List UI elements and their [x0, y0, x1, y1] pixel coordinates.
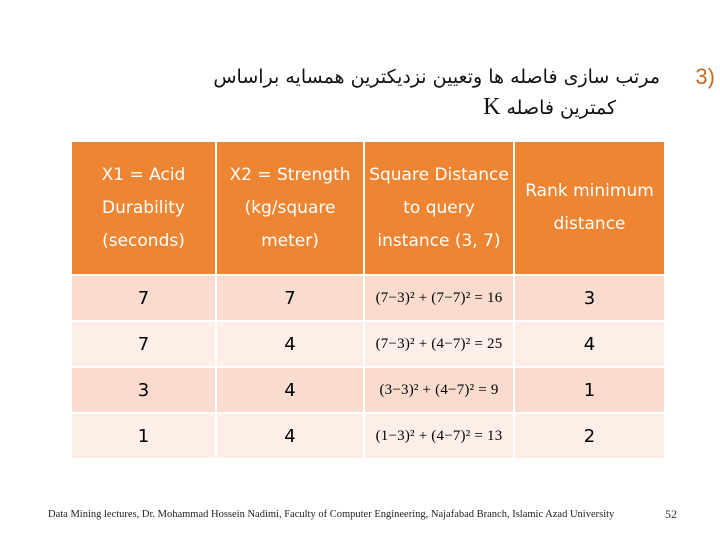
distance-table: [72, 142, 664, 458]
slide-title: [40, 62, 715, 123]
cell-distance-formula: (7−3)² + (4−7)² = 25: [364, 321, 514, 367]
cell-rank: 3: [514, 275, 664, 321]
cell-x2: 4: [216, 321, 364, 367]
cell-rank: 1: [514, 367, 664, 413]
header-x2: X2 = Strength (kg/square meter): [216, 142, 364, 275]
cell-x2: 4: [216, 367, 364, 413]
title-k-symbol: K: [483, 94, 501, 120]
cell-x1: 7: [72, 321, 216, 367]
cell-x2: 7: [216, 275, 364, 321]
cell-rank: 2: [514, 413, 664, 458]
title-line-2: [40, 92, 680, 123]
title-line-1: مرتب سازی فاصله ها وتعیین نزدیکترین همسایه براساس: [213, 66, 660, 88]
table-row: [72, 413, 664, 458]
title-line-2-text: کمترین فاصله: [506, 97, 616, 119]
cell-rank: 4: [514, 321, 664, 367]
cell-x1: 3: [72, 367, 216, 413]
cell-x1: 1: [72, 413, 216, 458]
page-number: 52: [665, 507, 677, 521]
cell-x1: 7: [72, 275, 216, 321]
cell-distance-formula: (1−3)² + (4−7)² = 13: [364, 413, 514, 458]
cell-x2: 4: [216, 413, 364, 458]
table-row: [72, 275, 664, 321]
table-row: [72, 321, 664, 367]
header-square-distance: Square Distance to query instance (3, 7): [364, 142, 514, 275]
table-row: [72, 367, 664, 413]
cell-distance-formula: (3−3)² + (4−7)² = 9: [364, 367, 514, 413]
header-x1: X1 = Acid Durability (seconds): [72, 142, 216, 275]
slide-number-label: (3: [695, 64, 715, 89]
cell-distance-formula: (7−3)² + (7−7)² = 16: [364, 275, 514, 321]
header-rank: Rank minimum distance: [514, 142, 664, 275]
table-header-row: [72, 142, 664, 275]
footer-credit: Data Mining lectures, Dr. Mohammad Hossein Nadimi, Faculty of Computer Engineering, Najafabad Branch, Islamic Azad University: [48, 509, 615, 520]
